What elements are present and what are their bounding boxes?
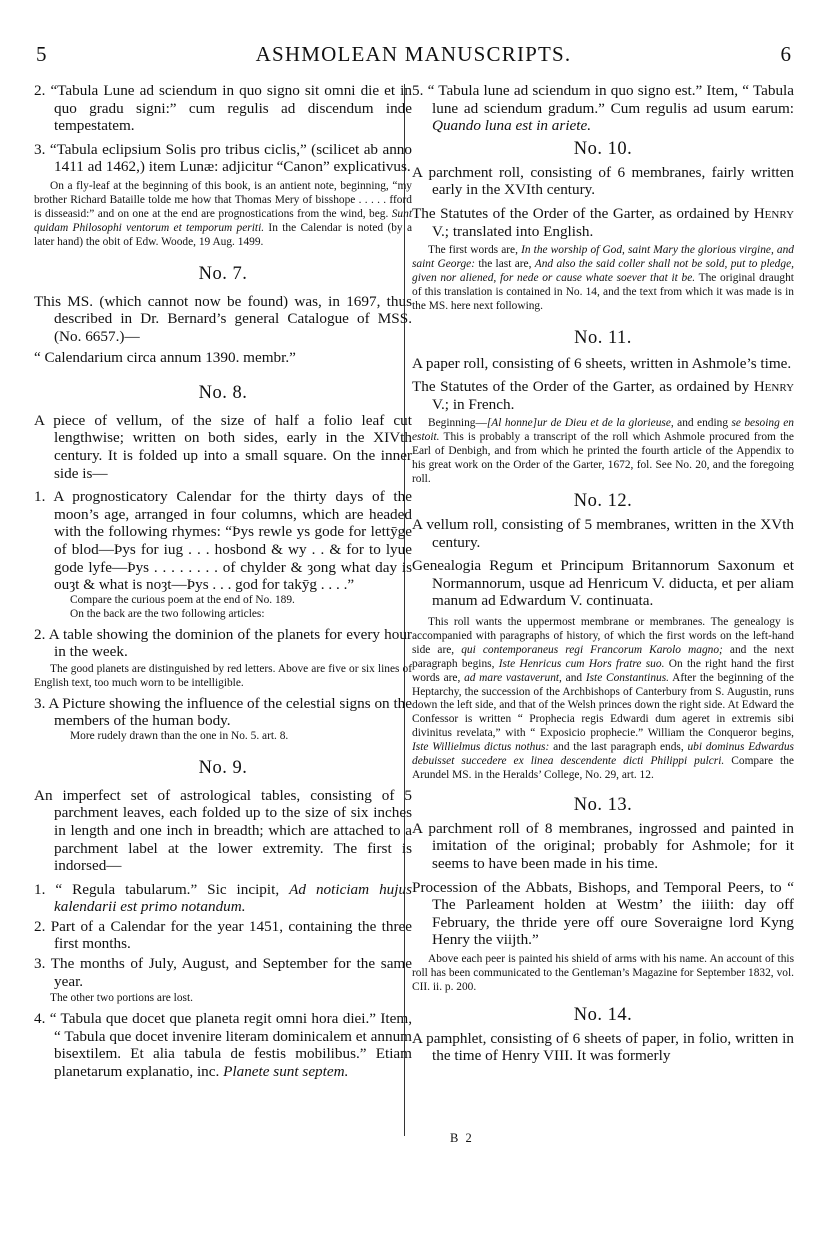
no8-item-2: 2. A table showing the dominion of the planets for every hour in the week. (34, 625, 412, 661)
no13-title: Procession of the Abbats, Bishops, and Temporal Peers, to “ The Parleament holden at Westm’ the iiiith: day off February, the thride yere off oure Soveraigne lord Kyng Henry the viijth.” (412, 878, 794, 949)
signature-mark: B 2 (450, 1131, 474, 1145)
note-fly-leaf: On a fly-leaf at the beginning of this book, is an antient note, beginning, “my brother Richard Bataille tolde me how that Thomas Mery of bisshope . . . . . fford is disseasid:” and on one at the end are prognostications from the wind, beg. Sunt quidam Philosophi ventorum et temporum periti. In the Calendar is noted (by a later hand) the obit of Edw. Woode, 19 Aug. 1499. (34, 179, 412, 248)
running-title: ASHMOLEAN MANUSCRIPTS. (255, 42, 572, 66)
no12-description: A vellum roll, consisting of 5 membranes, written in the XVth century. (412, 516, 794, 551)
no10-note: The first words are, In the worship of God, saint Mary the glorious virgine, and saint George: the last are, And also the said coller shall not be sold, put to pledge, given nor aliened, for nede or cause whate soever that it be. The original draught of this translation is contained in No. 14, and the text from which it was made is in the MS. here next following. (412, 244, 794, 312)
heading-no-13: No. 13. (573, 794, 633, 815)
no8-intro: A piece of vellum, of the size of half a folio leaf cut lengthwise; written on both sides, early in the XIVth century. It is folded up into a small square. On the inner side is— (34, 411, 412, 482)
no13-description: A parchment roll of 8 membranes, ingrossed and painted in imitation of the original; probably for Ashmole; for it seems to have been made in his time. (412, 819, 794, 873)
no9-item-3: 3. The months of July, August, and September for the same year. (34, 955, 412, 990)
no11-description: A paper roll, consisting of 6 sheets, written in Ashmole’s time. (412, 354, 792, 372)
no7-quote: “ Calendarium circa annum 1390. membr.” (34, 349, 296, 367)
no9-note-1: The other two portions are lost. (50, 992, 193, 1005)
heading-no-14: No. 14. (573, 1004, 633, 1025)
no7-description: This MS. (which cannot now be found) was, in 1697, thus described in Dr. Bernard’s general Catalogue of MSS. (No. 6657.)— (34, 292, 412, 345)
right-column (412, 80, 794, 1065)
heading-no-9: No. 9. (198, 757, 248, 778)
no8-note-1: Compare the curious poem at the end of No. 189. (70, 593, 295, 606)
no12-title: Genealogia Regum et Principum Britannorum Saxonum et Normannorum, usque ad Henricum V. diducta, et per aliam manum ad Edwardum V. continuata. (412, 557, 794, 610)
page-header (36, 42, 791, 72)
entry-item-2: 2. “Tabula Lune ad sciendum in quo signo sit omni die et in quo gradu signi:” cum regulis ad discendum inde tempestatem. (34, 82, 412, 135)
heading-no-11: No. 11. (574, 327, 632, 348)
no9-item-1: 1. “ Regula tabularum.” Sic incipit, Ad noticiam hujus kalendarii est primo notandum. (34, 880, 413, 916)
heading-no-12: No. 12. (573, 491, 633, 511)
no12-note: This roll wants the uppermost membrane or membranes. The genealogy is accompanied with paragraphs of history, of which the first words on the left-hand side are, qui contemporaneus regi Francorum Karolo magno; and the next paragraph begins, Iste Henricus cum Hors fratre suo. On the right hand the first words are, ad mare vastaverunt, and Iste Constantinus. After the beginning of the Heptarchy, the succession of the Archbishops of Canterbury from S. Augustin, runs down the left side, and that of the Welsh princes down the right side. At Edward the Confessor is written “ Prophecia regis Edwardi dum ageret in extremis sibi divinitus revelata,” with “ Exposicio prophecie.” William the Conqueror begins, Iste Willielmus dictus nothus: and the last paragraph ends, ubi dominus Edwardus debuisset succedere ex linea descendente dicti Philippi pulcri. Compare the Arundel MS. in the Heralds’ College, No. 29, art. 12. (412, 615, 794, 781)
page-number-left: 5 (36, 42, 47, 66)
no8-item-1: 1. A prognosticatory Calendar for the thirty days of the moon’s age, arranged in four columns, which are headed with the following rhymes: “Þys rewle ys gode for lettȳge of blod—Þys for iug . . . hosbond & wy . . & for to lyue gode lyfe—Þys . . . . . . . . of chylder & ȝong what day is ouȝt & what is noȝt—Þys . . . god for takȳg . . . .” (34, 488, 412, 594)
entry-item-3: 3. “Tabula eclipsium Solis pro tribus ciclis,” (scilicet ab anno 1411 ad 1462,) item Lunæ: adjicitur “Canon” explicativus. (34, 140, 412, 176)
heading-no-7: No. 7. (198, 263, 248, 284)
no8-note-3: The good planets are distinguished by red letters. Above are five or six lines of English text, too much worn to be intelligible. (34, 662, 412, 689)
page-number-right: 6 (780, 42, 791, 66)
no8-item-3: 3. A Picture showing the influence of the celestial signs on the members of the human body. (34, 694, 412, 730)
left-column (34, 80, 412, 1081)
no11-title: The Statutes of the Order of the Garter, as ordained by Henry V.; in French. (412, 378, 795, 413)
no9-item-4: 4. “ Tabula que docet que planeta regit omni hora diei.” Item, “ Tabula que docet invenire literam dominicalem et annum bisextilem. Et alia tabula de festis mobilibus.” Etiam planetarum explanatio, inc. Planete sunt septem. (34, 1010, 412, 1080)
heading-no-8: No. 8. (198, 382, 248, 403)
no13-note: Above each peer is painted his shield of arms with his name. An account of this roll has been communicated to the Gentleman’s Magazine for September 1832, vol. CII. ii. p. 200. (412, 953, 794, 993)
entry-item-5: 5. “ Tabula lune ad sciendum in quo signo est.” Item, “ Tabula lune ad sciendum gradum.” Cum regulis ad usum earum: Quando luna est in ariete. (412, 82, 794, 135)
no8-note-2: On the back are the two following articles: (70, 607, 265, 620)
no14-description: A pamphlet, consisting of 6 sheets of paper, in folio, written in the time of Henry VIII. It was formerly (412, 1029, 794, 1065)
no9-item-2: 2. Part of a Calendar for the year 1451, containing the three first months. (34, 917, 412, 953)
no10-description: A parchment roll, consisting of 6 membranes, fairly written early in the XVIth century. (412, 163, 794, 199)
no11-note: Beginning—[Al honne]ur de Dieu et de la glorieuse, and ending se besoing en estoit. This is probably a transcript of the roll which Ashmole procured from the Earl of Denbigh, and from which he printed the fourth article of the Appendix to his great work on the Order of the Garter, 1672, fol. See No. 20, and the foregoing roll. (412, 417, 794, 486)
no10-title: The Statutes of the Order of the Garter, as ordained by Henry V.; translated into English. (412, 204, 795, 240)
no9-intro: An imperfect set of astrological tables, consisting of 5 parchment leaves, each folded up to the size of six inches in length and one inch in breadth; which are attached to a parchment label at the lower extremity. The first is indorsed— (34, 786, 412, 875)
no8-note-4: More rudely drawn than the one in No. 5. art. 8. (70, 729, 289, 742)
heading-no-10: No. 10. (573, 138, 633, 159)
